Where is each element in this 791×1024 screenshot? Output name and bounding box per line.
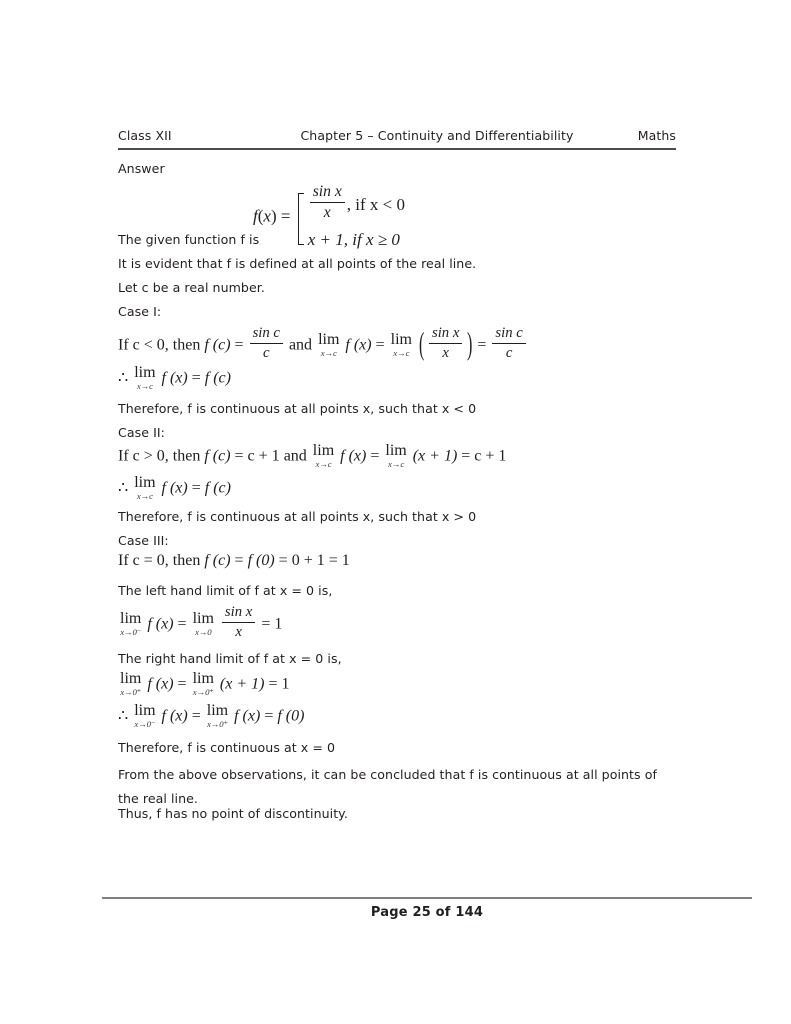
rhl-lim-symbol-2: lim [192, 670, 214, 688]
case1-fc: f (c) [204, 336, 231, 354]
case1-therefore-symbol: ∴ [118, 369, 129, 387]
case3-equals-2: = 0 + 1 = 1 [278, 552, 350, 569]
case2-therefore-symbol: ∴ [118, 479, 129, 497]
combined-lim-subscript-2: x→0⁺ [206, 719, 228, 729]
case3-f0: f (0) [247, 552, 275, 569]
case2-lim-symbol-2: lim [385, 442, 407, 460]
case2-condition: if x ≥ 0 [352, 229, 400, 249]
case2-if-clause: If c > 0, then [118, 447, 201, 465]
right-hand-limit-formula [118, 672, 290, 698]
case1-inner-denominator: x [442, 344, 449, 361]
piecewise-cases [295, 183, 406, 249]
let-c-line: Let c be a real number. [118, 280, 265, 295]
lhl-limit-operator-1 [120, 611, 141, 637]
case1-lim-subscript-2: x→c [393, 348, 410, 358]
case1-conclusion-equals: = [191, 369, 201, 387]
case1-fx-1: f (x) [345, 336, 372, 354]
case1-denominator: x [323, 204, 331, 222]
piecewise-case-1 [308, 183, 406, 226]
combined-f0: f (0) [277, 707, 305, 725]
curly-brace-icon [295, 193, 305, 243]
case1-condition: , if x < 0 [346, 194, 406, 214]
case2-conclusion-equals: = [191, 479, 201, 497]
case1-equals-2: = [375, 336, 385, 354]
case2-formula-line1 [118, 444, 506, 470]
header-subject-label: Maths [637, 128, 676, 143]
case2-fc: f (c) [204, 447, 231, 465]
combined-lim-subscript-1: x→0⁻ [134, 719, 156, 729]
case1-conclusion-limit [134, 365, 155, 391]
case1-lim-symbol-1: lim [318, 331, 340, 349]
case2-limit-operator-1 [313, 443, 334, 469]
left-hand-limit-intro: The left hand limit of f at x = 0 is, [118, 583, 333, 598]
lhl-lim-symbol-2: lim [192, 610, 214, 628]
case2-lim-subscript-1: x→c [315, 459, 332, 469]
case1-limit-operator-2 [391, 332, 412, 358]
rhl-equals-2: = 1 [268, 675, 290, 693]
case2-expression: x + 1, [307, 229, 348, 249]
lhl-lim-subscript-2: x→0 [195, 627, 212, 637]
combined-equals-1: = [191, 707, 201, 725]
case1-result-numerator: sin c [492, 325, 525, 344]
rhl-lim-subscript-1: x→0⁺ [120, 687, 142, 697]
rhl-lim-symbol-1: lim [120, 670, 142, 688]
right-hand-limit-intro: The right hand limit of f at x = 0 is, [118, 651, 342, 666]
case1-equals-1: = [234, 336, 244, 354]
case2-conclusion-limit [134, 475, 155, 501]
given-function-line: The given function f is [118, 232, 260, 247]
case1-conclusion-fx: f (x) [161, 369, 188, 387]
case3-fc: f (c) [204, 552, 231, 569]
combined-therefore-symbol: ∴ [118, 707, 129, 725]
case3-equals-1: = [234, 552, 244, 569]
thus-no-discontinuity-line: Thus, f has no point of discontinuity. [118, 806, 348, 821]
case1-result-denominator: c [505, 344, 513, 361]
case2-lim-symbol-1: lim [312, 442, 335, 460]
lhl-frac-denominator: x [235, 623, 242, 640]
combined-lim-symbol-1: lim [134, 702, 156, 720]
case1-numerator: sin x [310, 183, 345, 203]
case2-conclusion-lim-symbol: lim [134, 474, 156, 492]
case1-equals-3: = [477, 336, 487, 354]
case2-limit-operator-2 [385, 443, 406, 469]
case1-conclusion-lim-symbol: lim [134, 364, 156, 382]
piecewise-function-formula: f(x) = $\frac{\text{sin x}}{x}$ , if x < 0 x + 1, if x ≥ 0 [253, 183, 406, 249]
function-argument: x [263, 206, 271, 226]
case-1-conclusion: Therefore, f is continuous at all points x, such that x < 0 [118, 401, 477, 416]
combined-limit-formula [118, 704, 304, 730]
left-hand-limit-formula [118, 603, 283, 644]
case2-equals-2: = [370, 447, 380, 465]
case2-lim-subscript-2: x→c [388, 459, 405, 469]
case1-inner-numerator: ( sin x [429, 325, 462, 344]
case2-conclusion-lim-subscript: x→c [136, 491, 153, 501]
page-header [118, 128, 676, 150]
case2-inner-expression: (x + 1) [412, 447, 458, 465]
case1-parenthesized-fraction [418, 324, 473, 365]
case1-frac-denominator: c [262, 344, 270, 361]
lhl-frac-numerator: sin x [222, 604, 255, 623]
lhl-lim-subscript-1: x→0⁻ [120, 627, 142, 637]
case-3-conclusion: Therefore, f is continuous at x = 0 [118, 740, 336, 755]
case1-limit-operator-1 [318, 332, 339, 358]
lhl-fx: f (x) [147, 615, 174, 633]
rhl-inner-expression: (x + 1) [219, 675, 265, 693]
observation-paragraph: From the above observations, it can be concluded that f is continuous at all points of the real line. [118, 767, 657, 806]
rhl-fx: f (x) [147, 675, 174, 693]
case3-formula-line1 [118, 552, 350, 570]
combined-limit-operator-1 [134, 703, 155, 729]
case-3-label: Case III: [118, 533, 169, 548]
lhl-lim-symbol-1: lim [120, 610, 142, 628]
lhl-equals-2: = 1 [261, 615, 283, 633]
header-class-label: Class XII [118, 128, 172, 143]
case1-lim-subscript-1: x→c [320, 348, 337, 358]
case1-if-clause: If c < 0, then [118, 336, 201, 354]
case-2-label: Case II: [118, 425, 165, 440]
answer-label: Answer [118, 161, 165, 176]
defined-everywhere-line: It is evident that f is defined at all points of the real line. [118, 256, 477, 271]
case2-and-word: and [283, 447, 307, 465]
case1-formula-line1 [118, 324, 528, 365]
case1-conclusion-lim-subscript: x→c [136, 381, 153, 391]
rhl-lim-subscript-2: x→0⁺ [192, 687, 214, 697]
piecewise-case-2 [308, 231, 405, 250]
case1-lim-symbol-2: lim [390, 331, 412, 349]
case-2-conclusion: Therefore, f is continuous at all points x, such that x > 0 [118, 509, 477, 524]
combined-equals-2: = [264, 707, 274, 725]
page-number-label: Page 25 of 144 [370, 905, 484, 920]
case-1-label: Case I: [118, 304, 162, 319]
rhl-limit-operator-2 [193, 671, 214, 697]
case1-and-word: and [288, 336, 313, 354]
case3-if-clause: If c = 0, then [118, 552, 201, 569]
rhl-limit-operator-1 [120, 671, 141, 697]
combined-fx-2: f (x) [234, 707, 261, 725]
case2-fx: f (x) [340, 447, 367, 465]
case2-equals-1: = c + 1 [234, 447, 280, 465]
function-name: f [253, 206, 258, 226]
combined-lim-symbol-2: lim [206, 702, 229, 720]
header-divider [118, 148, 676, 150]
case2-formula-line2 [118, 476, 231, 502]
case1-formula-line2 [118, 366, 231, 392]
case1-conclusion-fc: f (c) [204, 369, 231, 387]
lhl-limit-operator-2 [193, 611, 214, 637]
rhl-equals-1: = [177, 675, 187, 693]
case2-equals-3: = c + 1 [461, 447, 507, 465]
combined-limit-operator-2 [207, 703, 228, 729]
header-chapter-title: Chapter 5 – Continuity and Differentiability [300, 128, 574, 143]
combined-fx-1: f (x) [161, 707, 188, 725]
case2-conclusion-fx: f (x) [161, 479, 188, 497]
case2-conclusion-fc: f (c) [204, 479, 231, 497]
footer-divider [102, 897, 752, 899]
equals-sign: = [280, 206, 291, 226]
case1-frac-numerator: sin c [250, 325, 283, 344]
lhl-equals-1: = [177, 615, 187, 633]
